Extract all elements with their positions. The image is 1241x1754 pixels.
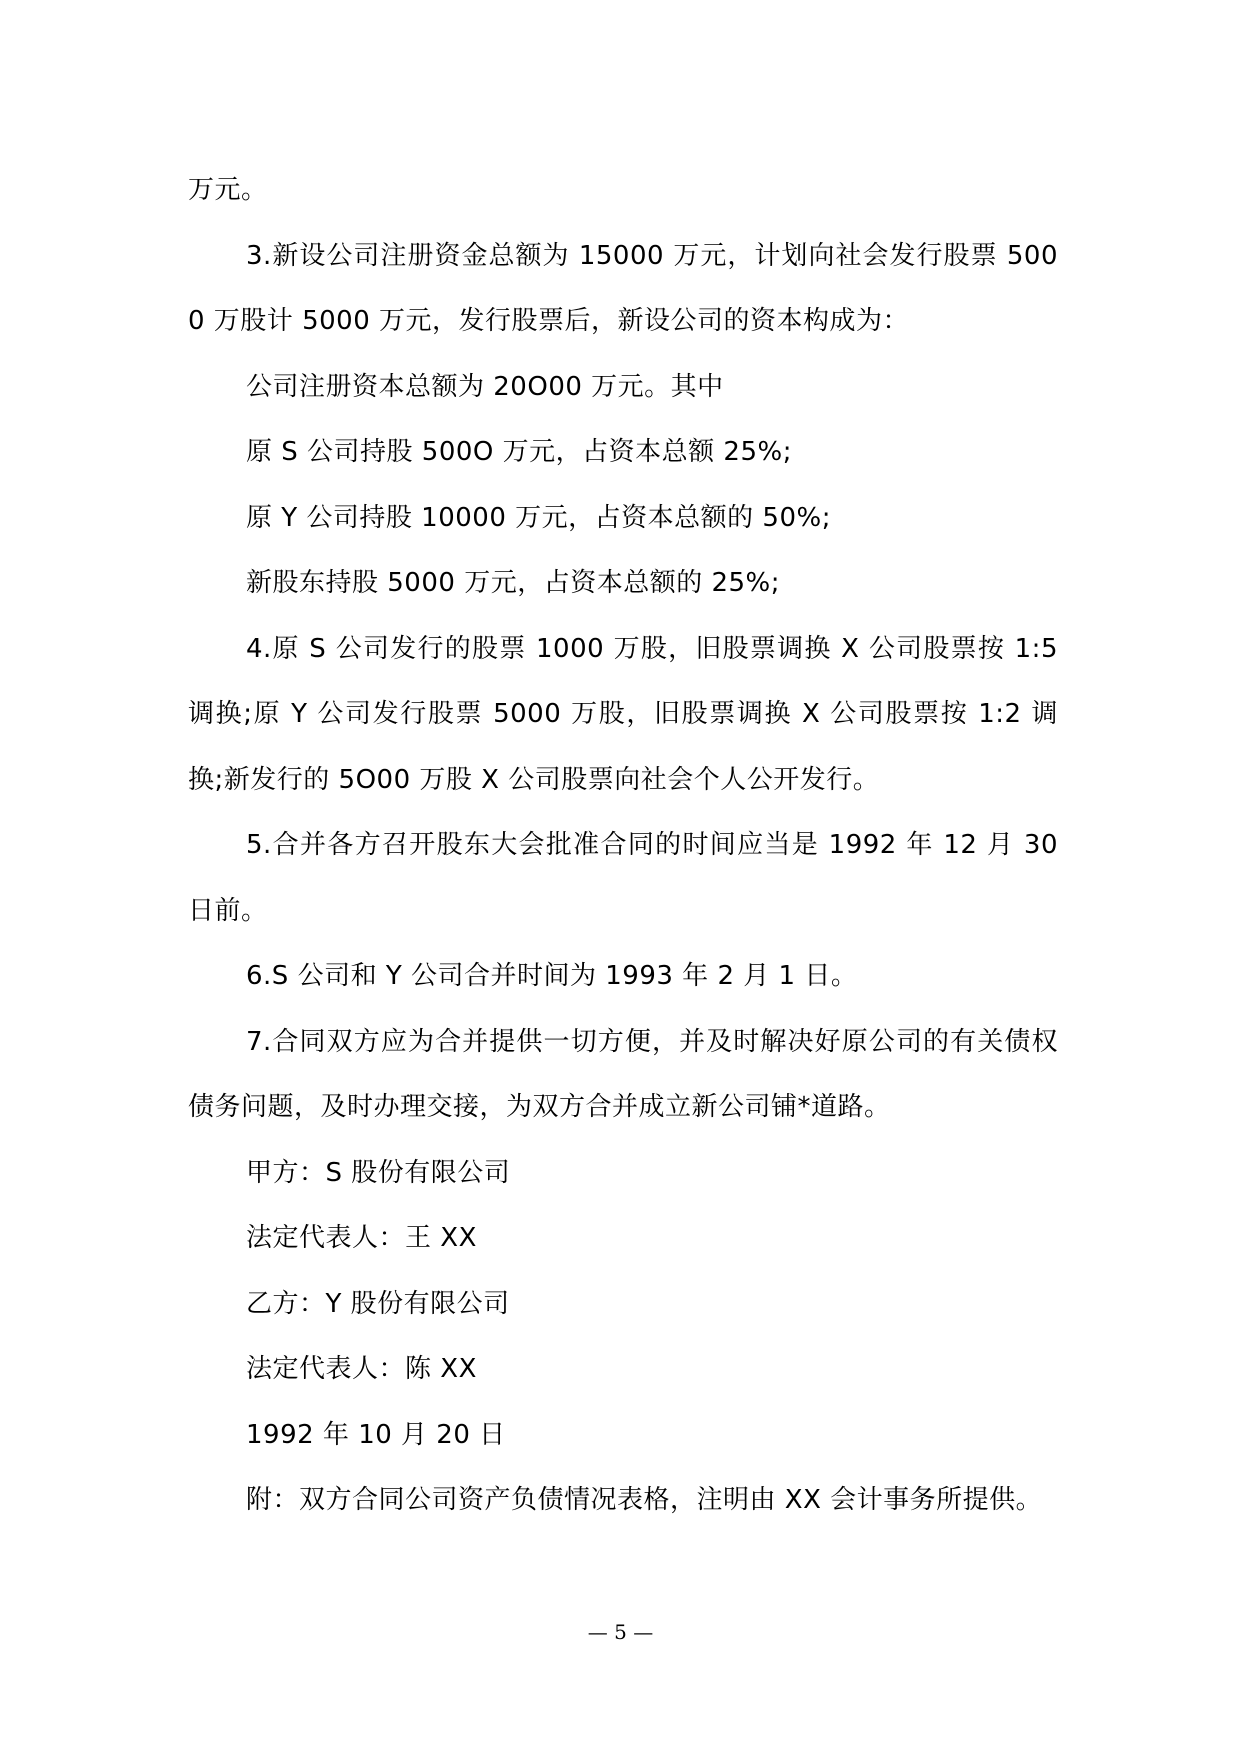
paragraph-item-4: 4.原 S 公司发行的股票 1000 万股，旧股票调换 X 公司股票按 1:5 调换;原 Y 公司发行股票 5000 万股，旧股票调换 X 公司股票按 1:2 调换;新发行的 5O00 万股 X 公司股票向社会个人公开发行。 (188, 633, 1058, 795)
party-a: 甲方：S 股份有限公司 (246, 1157, 511, 1188)
paragraph-capital-total: 公司注册资本总额为 20O00 万元。其中 (246, 371, 724, 402)
paragraph-item-5: 5.合并各方召开股东大会批准合同的时间应当是 1992 年 12 月 30 日前。 (188, 830, 1058, 926)
paragraph-item-6: 6.S 公司和 Y 公司合并时间为 1993 年 2 月 1 日。 (246, 961, 858, 991)
party-b: 乙方：Y 股份有限公司 (246, 1288, 510, 1319)
document-body (188, 158, 1058, 1534)
signing-date: 1992 年 10 月 20 日 (246, 1419, 506, 1450)
party-b-representative: 法定代表人：陈 XX (246, 1354, 477, 1384)
page-number: — 5 — (587, 1620, 654, 1644)
paragraph-continuation: 万元。 (188, 175, 268, 205)
paragraph-item-3: 3.新设公司注册资金总额为 15000 万元，计划向社会发行股票 5000 万股计 5000 万元，发行股票后，新设公司的资本构成为： (188, 240, 1058, 336)
paragraph-y-shares: 原 Y 公司持股 10000 万元，占资本总额的 50%; (246, 502, 831, 533)
paragraph-item-7: 7.合同双方应为合并提供一切方便，并及时解决好原公司的有关债权债务问题，及时办理交接，为双方合并成立新公司铺*道路。 (188, 1026, 1058, 1122)
party-a-representative: 法定代表人：王 XX (246, 1223, 477, 1253)
paragraph-new-shareholders: 新股东持股 5000 万元，占资本总额的 25%; (246, 568, 781, 598)
paragraph-s-shares: 原 S 公司持股 500O 万元，占资本总额 25%; (246, 437, 792, 467)
appendix-note: 附：双方合同公司资产负债情况表格，注明由 XX 会计事务所提供。 (246, 1485, 1043, 1515)
